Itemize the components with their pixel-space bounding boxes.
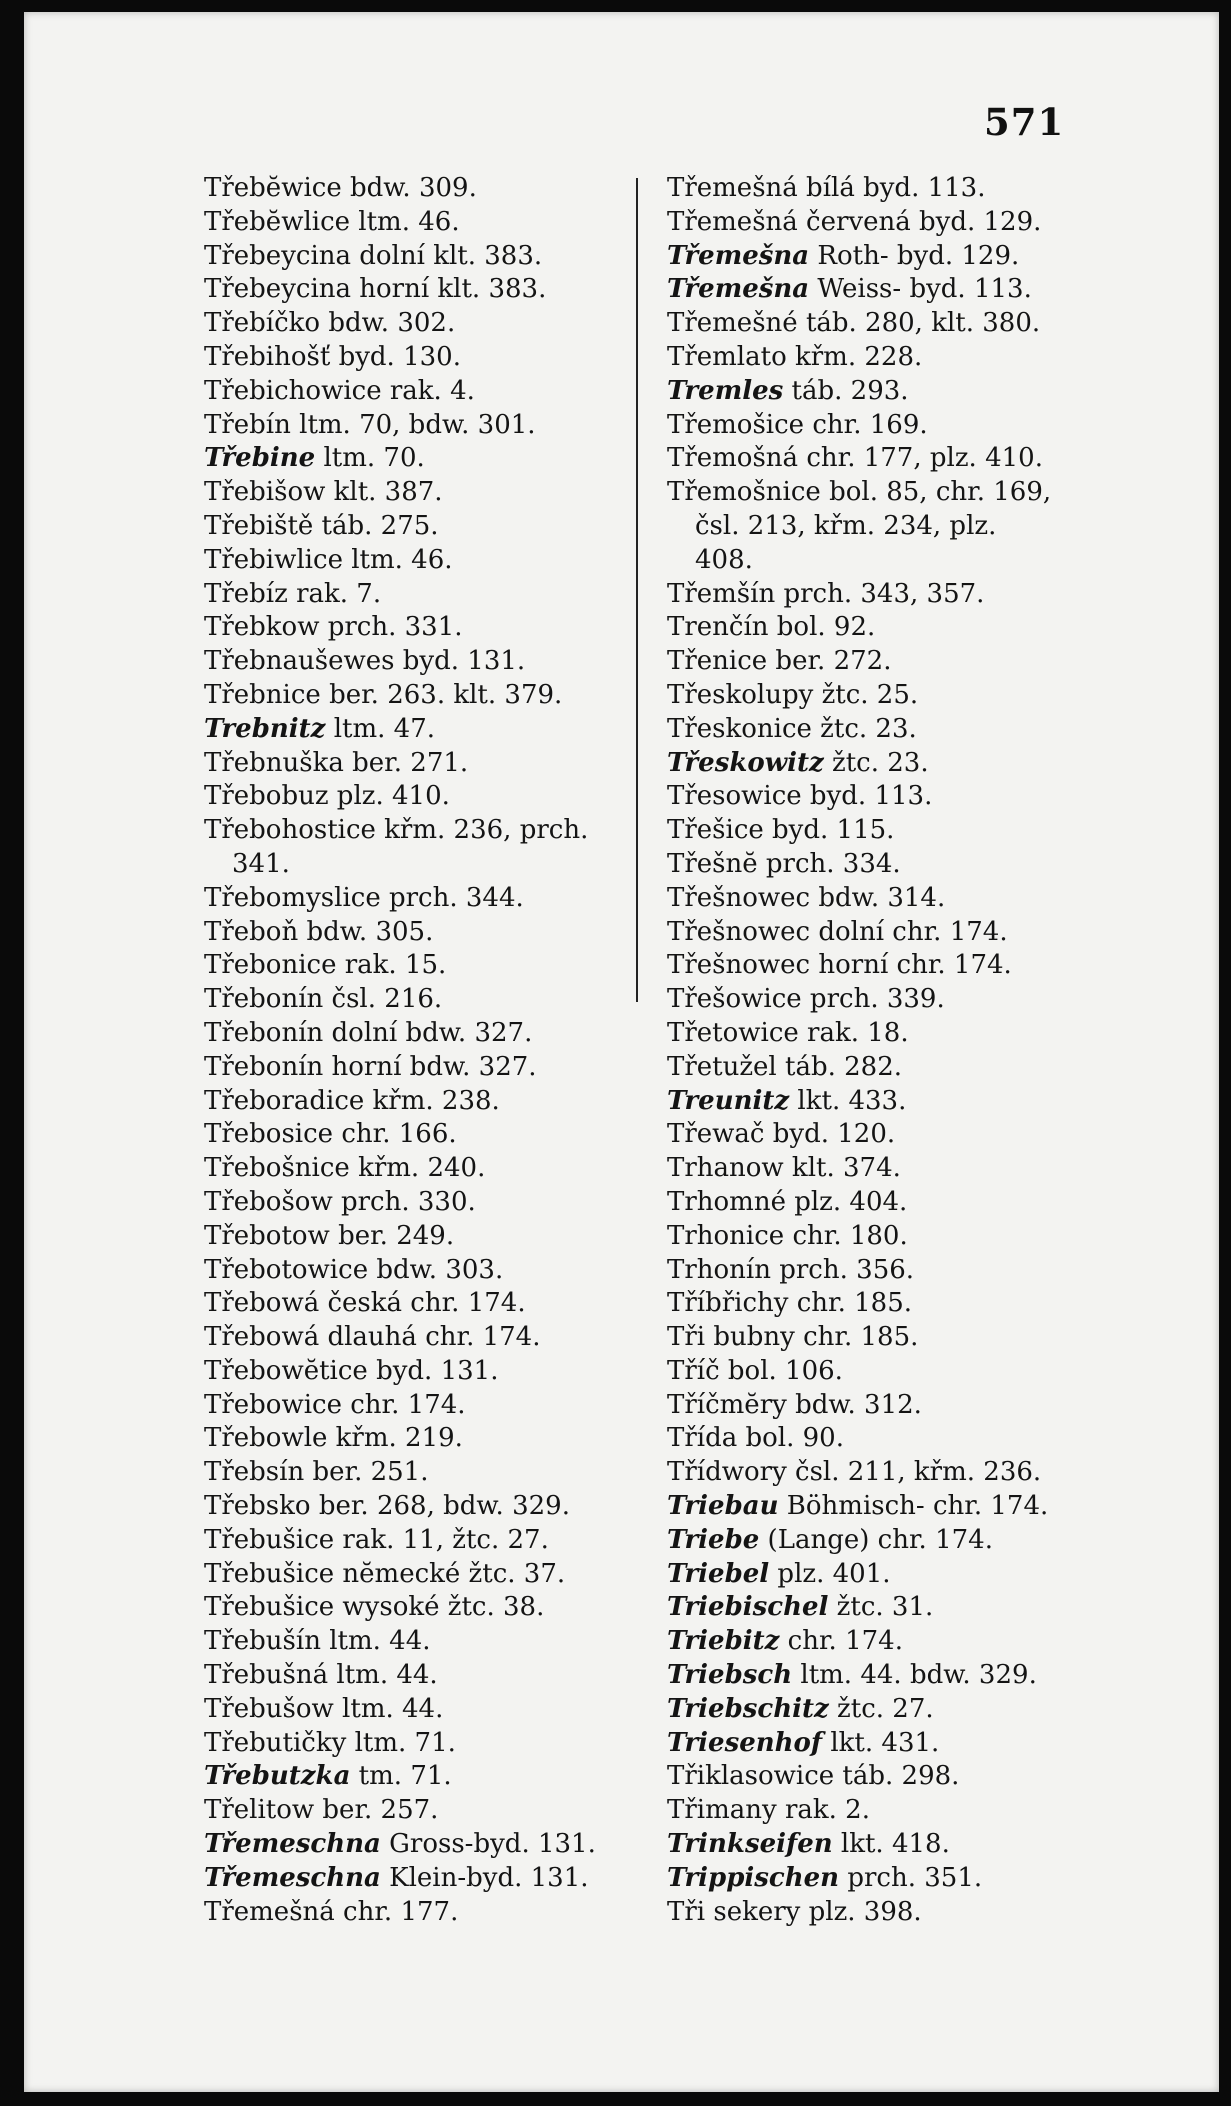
index-entry-text: Třimany rak. 2.	[667, 1795, 870, 1826]
index-column-right	[667, 172, 1087, 1929]
index-entry	[204, 983, 629, 1017]
index-entry-text: Třebonín čsl. 216.	[204, 984, 443, 1015]
index-entry	[667, 1760, 1087, 1794]
index-entry	[204, 1524, 629, 1558]
index-entry-german-name: Trippischen	[667, 1862, 840, 1893]
index-entry-text: Třemošnice bol. 85, chr. 169,	[667, 477, 1052, 508]
index-entry	[667, 747, 1087, 781]
index-entry	[667, 1422, 1087, 1456]
index-entry	[667, 307, 1087, 341]
index-entry	[204, 1659, 629, 1693]
index-entry-german-name: Triebschitz	[667, 1693, 829, 1724]
index-entry-text: ltm. 44. bdw. 329.	[792, 1660, 1037, 1691]
index-entry	[204, 1254, 629, 1288]
index-entry-text: Roth- byd. 129.	[809, 240, 1020, 271]
index-entry-text: Třešnowec horní chr. 174.	[667, 950, 1012, 981]
index-entry-text: Třemšín prch. 343, 357.	[667, 578, 985, 609]
index-entry-text: Třešnĕ prch. 334.	[667, 848, 901, 879]
index-entry-german-name: Triebau	[667, 1491, 779, 1522]
index-entry	[667, 476, 1087, 510]
index-entry-text: 341.	[232, 848, 290, 879]
index-entry	[667, 1017, 1087, 1051]
index-entry-text: plz. 401.	[769, 1558, 891, 1589]
index-entry	[667, 1862, 1087, 1896]
index-entry	[204, 1558, 629, 1592]
index-entry	[204, 1896, 629, 1930]
index-entry-text: Tříčmĕry bdw. 312.	[667, 1389, 922, 1420]
index-entry-german-name: Třemeschna	[204, 1862, 381, 1893]
index-entry-text: Třebíčko bdw. 302.	[204, 308, 456, 339]
index-entry-text: Třebĕwlice ltm. 46.	[204, 206, 460, 237]
index-entry	[204, 172, 629, 206]
index-entry	[667, 1287, 1087, 1321]
index-entry-german-name: Třebine	[204, 443, 316, 474]
index-entry	[667, 1659, 1087, 1693]
index-entry-text: Třebsko ber. 268, bdw. 329.	[204, 1491, 570, 1522]
column-divider	[636, 178, 638, 1002]
index-entry	[204, 1355, 629, 1389]
index-entry-text: Třeskonice žtc. 23.	[667, 713, 917, 744]
index-entry	[204, 1422, 629, 1456]
index-entry	[667, 1524, 1087, 1558]
index-entry-text: Tříbřichy chr. 185.	[667, 1288, 913, 1319]
index-entry	[667, 206, 1087, 240]
index-entry	[204, 341, 629, 375]
index-entry	[667, 1220, 1087, 1254]
index-entry-text: Třídwory čsl. 211, křm. 236.	[667, 1457, 1042, 1488]
index-entry	[204, 611, 629, 645]
index-entry	[667, 442, 1087, 476]
index-entry-text: Třebutičky ltm. 71.	[204, 1727, 456, 1758]
index-entry	[204, 882, 629, 916]
index-entry-text: Trenčín bol. 92.	[667, 612, 876, 643]
index-entry-text: Třebnaušewes byd. 131.	[204, 646, 526, 677]
index-entry	[667, 1186, 1087, 1220]
index-entry-text: Třemošná chr. 177, plz. 410.	[667, 443, 1043, 474]
index-entry-text: čsl. 213, křm. 234, plz.	[695, 510, 997, 541]
index-entry-text: Třebomyslice prch. 344.	[204, 882, 524, 913]
index-entry	[667, 1794, 1087, 1828]
index-entry	[667, 713, 1087, 747]
index-entry-text: Třewač byd. 120.	[667, 1119, 896, 1150]
index-entry-continuation	[667, 544, 1087, 578]
index-entry	[204, 1828, 629, 1862]
index-entry-text: Třebušice wysoké žtc. 38.	[204, 1592, 545, 1623]
index-entry-text: Třebotow ber. 249.	[204, 1220, 455, 1251]
index-entry-text: Třebsín ber. 251.	[204, 1457, 429, 1488]
index-entry-text: Třebobuz plz. 410.	[204, 781, 450, 812]
index-entry-text: Gross-byd. 131.	[380, 1829, 596, 1860]
index-entry-text: Třelitow ber. 257.	[204, 1795, 439, 1826]
index-entry-text: Třetužel táb. 282.	[667, 1051, 903, 1082]
index-entry	[667, 341, 1087, 375]
index-entry-text: Třebowle křm. 219.	[204, 1423, 463, 1454]
index-entry	[204, 442, 629, 476]
index-entry	[204, 1220, 629, 1254]
index-entry	[204, 578, 629, 612]
index-entry-text: Třešice byd. 115.	[667, 815, 895, 846]
index-entry	[667, 1490, 1087, 1524]
index-entry	[667, 1118, 1087, 1152]
index-entry-text: Třebušow ltm. 44.	[204, 1693, 444, 1724]
index-entry-german-name: Třeskowitz	[667, 747, 824, 778]
index-entry-german-name: Triebe	[667, 1524, 760, 1555]
index-entry-text: Třetowice rak. 18.	[667, 1017, 909, 1048]
index-entry	[667, 1355, 1087, 1389]
index-entry-text: ltm. 70.	[315, 443, 425, 474]
index-entry	[204, 1727, 629, 1761]
index-entry-text: Třebonín horní bdw. 327.	[204, 1051, 537, 1082]
index-entry	[204, 206, 629, 240]
index-entry-text: Třebohostice křm. 236, prch.	[204, 815, 589, 846]
index-entry	[204, 476, 629, 510]
index-entry-text: Třemešné táb. 280, klt. 380.	[667, 308, 1041, 339]
index-entry-continuation	[204, 848, 629, 882]
index-entry-text: Třebiště táb. 275.	[204, 510, 439, 541]
index-entry	[204, 1186, 629, 1220]
index-entry-text: Třebíz rak. 7.	[204, 578, 382, 609]
index-entry-text: Trhomné plz. 404.	[667, 1186, 908, 1217]
index-entry	[204, 1287, 629, 1321]
index-entry-text: Třeskolupy žtc. 25.	[667, 679, 919, 710]
index-entry	[204, 409, 629, 443]
index-entry	[204, 1051, 629, 1085]
index-entry	[667, 172, 1087, 206]
index-entry	[667, 1389, 1087, 1423]
index-entry-text: Třemešná bílá byd. 113.	[667, 173, 986, 203]
index-entry	[204, 713, 629, 747]
index-entry	[204, 1490, 629, 1524]
index-entry	[204, 916, 629, 950]
index-entry	[204, 1794, 629, 1828]
index-entry-text: Třešnowec dolní chr. 174.	[667, 916, 1008, 947]
index-entry-german-name: Treunitz	[667, 1085, 790, 1116]
index-entry-text: Weiss- byd. 113.	[809, 274, 1032, 305]
index-entry-text: Třebiwlice ltm. 46.	[204, 544, 453, 575]
index-entry-text: Třeboň bdw. 305.	[204, 916, 434, 947]
index-entry-text: Třebušná ltm. 44.	[204, 1660, 438, 1691]
index-entry	[204, 1321, 629, 1355]
index-entry-german-name: Třemešna	[667, 274, 810, 305]
index-entry	[667, 409, 1087, 443]
index-entry	[204, 1085, 629, 1119]
index-entry-german-name: Třebutzka	[204, 1761, 351, 1792]
index-entry-text: lkt. 418.	[832, 1829, 950, 1860]
index-entry-text: Třebihošť byd. 130.	[204, 341, 461, 372]
index-entry-text: Třebnice ber. 263. klt. 379.	[204, 679, 563, 710]
index-entry-german-name: Triebsch	[667, 1660, 793, 1691]
index-entry-text: Třebušín ltm. 44.	[204, 1626, 431, 1657]
index-entry	[667, 848, 1087, 882]
index-entry-text: tm. 71.	[350, 1761, 452, 1792]
index-entry	[204, 375, 629, 409]
index-entry	[667, 679, 1087, 713]
index-entry	[204, 1693, 629, 1727]
index-entry-text: Třebowá česká chr. 174.	[204, 1288, 526, 1319]
index-entry-text: Třebušice nĕmecké žtc. 37.	[204, 1558, 566, 1589]
page-number: 571	[984, 100, 1065, 144]
index-entry-text: Třída bol. 90.	[667, 1423, 844, 1454]
index-entry-text: Třebkow prch. 331.	[204, 612, 463, 643]
index-entry-german-name: Triebischel	[667, 1592, 829, 1623]
index-entry	[204, 780, 629, 814]
index-entry-text: Třemešná červená byd. 129.	[667, 206, 1042, 237]
index-entry-text: Trhonice chr. 180.	[667, 1220, 908, 1251]
index-entry-text: Třenice ber. 272.	[667, 646, 892, 677]
index-entry-text: Třebowá dlauhá chr. 174.	[204, 1322, 541, 1353]
index-entry-text: žtc. 31.	[828, 1592, 934, 1623]
index-entry-text: Třebonice rak. 15.	[204, 950, 447, 981]
index-entry-text: Třemešná chr. 177.	[204, 1896, 459, 1927]
index-entry-text: Třešnowec bdw. 314.	[667, 882, 946, 913]
index-entry-text: Tříč bol. 106.	[667, 1355, 843, 1386]
index-entry	[667, 578, 1087, 612]
index-entry	[204, 273, 629, 307]
index-entry	[667, 1085, 1087, 1119]
index-entry-text: Třemlato křm. 228.	[667, 341, 923, 372]
index-entry-german-name: Triebel	[667, 1558, 770, 1589]
index-entry-german-name: Triesenhof	[667, 1727, 823, 1758]
index-entry	[667, 1321, 1087, 1355]
book-page	[24, 12, 1219, 2092]
index-entry	[667, 916, 1087, 950]
index-entry	[667, 611, 1087, 645]
index-entry	[204, 307, 629, 341]
index-entry-german-name: Triebitz	[667, 1626, 780, 1657]
index-entry	[667, 1727, 1087, 1761]
index-entry	[667, 983, 1087, 1017]
index-entry-german-name: Trinkseifen	[667, 1829, 833, 1860]
index-entry-text: Třebín ltm. 70, bdw. 301.	[204, 409, 536, 440]
index-entry-text: Třebosice chr. 166.	[204, 1119, 457, 1150]
index-entry	[204, 949, 629, 983]
index-entry	[204, 1760, 629, 1794]
index-entry	[204, 1017, 629, 1051]
index-entry-text: Třebowĕtice byd. 131.	[204, 1355, 499, 1386]
index-entry-text: Třešowice prch. 339.	[667, 984, 945, 1015]
index-entry	[204, 1118, 629, 1152]
index-entry-text: Třebušice rak. 11, žtc. 27.	[204, 1524, 549, 1555]
index-entry-text: Třiklasowice táb. 298.	[667, 1761, 960, 1792]
index-entry	[204, 544, 629, 578]
index-entry	[204, 1389, 629, 1423]
index-entry-text: Třebišow klt. 387.	[204, 477, 443, 508]
index-entry-text: 408.	[695, 544, 753, 575]
index-entry	[667, 1254, 1087, 1288]
index-entry-text: Tři bubny chr. 185.	[667, 1322, 919, 1353]
index-entry-text: žtc. 27.	[828, 1693, 934, 1724]
index-entry	[667, 1828, 1087, 1862]
index-entry-text: Třebošow prch. 330.	[204, 1186, 476, 1217]
index-entry	[204, 510, 629, 544]
index-entry-text: ltm. 47.	[325, 713, 435, 744]
index-entry-german-name: Tremles	[667, 375, 784, 406]
index-entry-text: Třebotowice bdw. 303.	[204, 1254, 504, 1285]
index-entry-text: Tři sekery plz. 398.	[667, 1896, 922, 1927]
index-entry	[667, 1152, 1087, 1186]
index-entry	[204, 1625, 629, 1659]
index-entry	[667, 1625, 1087, 1659]
index-entry-text: Třebošnice křm. 240.	[204, 1153, 486, 1184]
index-entry-german-name: Třemeschna	[204, 1829, 381, 1860]
index-entry-text: Třebnuška ber. 271.	[204, 747, 469, 778]
index-entry	[667, 375, 1087, 409]
index-entry-text: Böhmisch- chr. 174.	[778, 1491, 1049, 1522]
index-entry-text: žtc. 23.	[823, 747, 929, 778]
index-entry	[667, 814, 1087, 848]
index-entry	[204, 814, 629, 848]
index-entry	[204, 747, 629, 781]
index-entry-text: Třemošice chr. 169.	[667, 409, 928, 440]
index-entry-text: prch. 351.	[839, 1862, 983, 1893]
index-entry-text: Třebowice chr. 174.	[204, 1389, 466, 1420]
index-column-left	[204, 172, 629, 1929]
index-entry-text: Třebeycina horní klt. 383.	[204, 274, 547, 305]
index-entry	[204, 679, 629, 713]
index-entry	[204, 1862, 629, 1896]
index-entry-text: Trhanow klt. 374.	[667, 1153, 901, 1184]
index-entry-text: Třebichowice rak. 4.	[204, 375, 475, 406]
index-entry	[667, 1051, 1087, 1085]
index-entry-text: lkt. 433.	[789, 1085, 907, 1116]
index-entry-text: Třeboradice křm. 238.	[204, 1085, 500, 1116]
index-entry	[667, 240, 1087, 274]
index-entry	[204, 240, 629, 274]
index-entry	[667, 1591, 1087, 1625]
index-entry-text: chr. 174.	[779, 1626, 903, 1657]
index-entry	[667, 1693, 1087, 1727]
index-entry	[667, 1896, 1087, 1930]
index-entry	[204, 1591, 629, 1625]
index-entry-text: (Lange) chr. 174.	[759, 1524, 993, 1555]
index-entry	[204, 1152, 629, 1186]
index-entry	[204, 1456, 629, 1490]
index-entry	[667, 949, 1087, 983]
index-entry-text: Trhonín prch. 356.	[667, 1254, 915, 1285]
index-entry-text: Třebonín dolní bdw. 327.	[204, 1017, 533, 1048]
index-entry-text: Klein-byd. 131.	[380, 1862, 589, 1893]
index-entry	[667, 882, 1087, 916]
index-entry	[204, 645, 629, 679]
index-entry-text: táb. 293.	[783, 375, 909, 406]
index-entry-text: Třebĕwice bdw. 309.	[204, 173, 477, 203]
index-entry	[667, 780, 1087, 814]
index-entry	[667, 273, 1087, 307]
index-entry-german-name: Třemešna	[667, 240, 810, 271]
index-entry-continuation	[667, 510, 1087, 544]
index-entry-text: Třesowice byd. 113.	[667, 781, 933, 812]
index-entry	[667, 1558, 1087, 1592]
index-entry-german-name: Trebnitz	[204, 713, 326, 744]
index-entry-text: lkt. 431.	[822, 1727, 940, 1758]
index-entry	[667, 1456, 1087, 1490]
index-entry	[667, 645, 1087, 679]
index-entry-text: Třebeycina dolní klt. 383.	[204, 240, 543, 271]
